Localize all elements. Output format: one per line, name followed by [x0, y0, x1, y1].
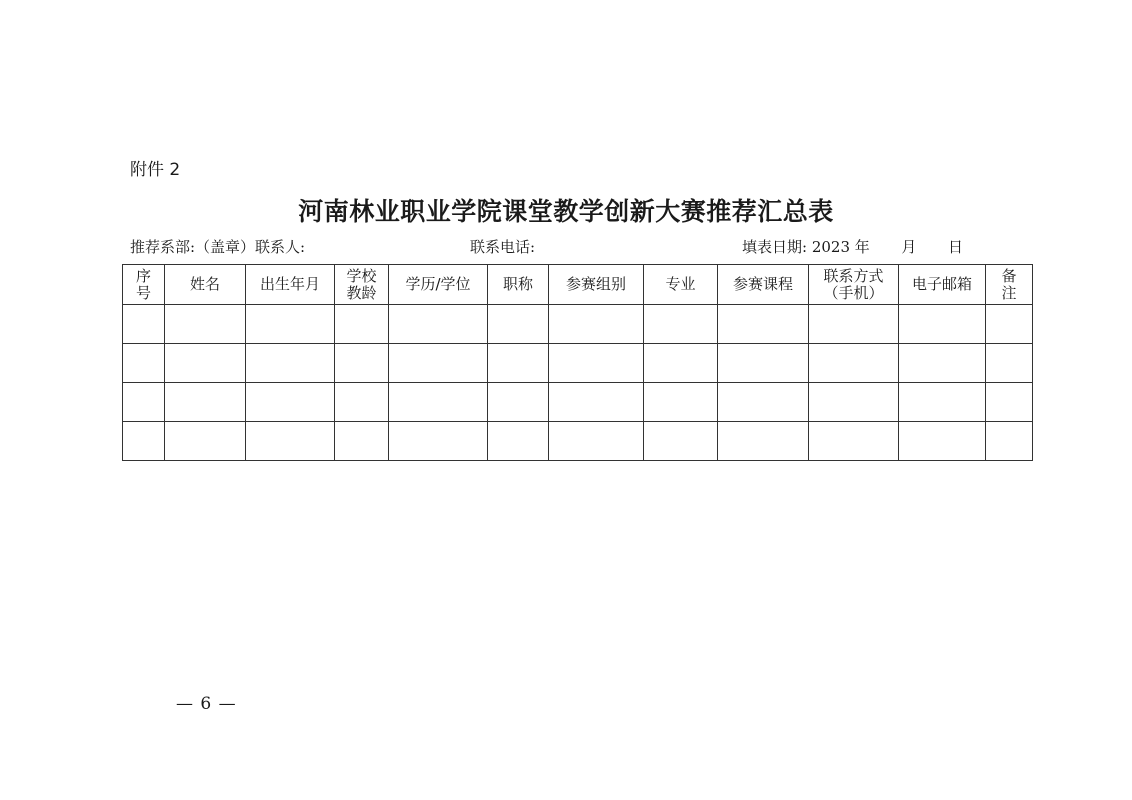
table-cell[interactable] — [123, 344, 165, 383]
header-name: 姓名 — [165, 265, 246, 305]
header-email: 电子邮箱 — [899, 265, 986, 305]
table-cell[interactable] — [718, 305, 809, 344]
table-cell[interactable] — [246, 422, 335, 461]
table-cell[interactable] — [488, 305, 549, 344]
table-cell[interactable] — [644, 383, 718, 422]
page-number: — 6 — — [176, 694, 237, 714]
table-cell[interactable] — [335, 422, 389, 461]
table-cell[interactable] — [899, 383, 986, 422]
table-row — [123, 422, 1033, 461]
table-cell[interactable] — [389, 383, 488, 422]
table-cell[interactable] — [335, 383, 389, 422]
header-teaching-years: 学校 教龄 — [335, 265, 389, 305]
table-cell[interactable] — [718, 383, 809, 422]
table-cell[interactable] — [549, 344, 644, 383]
table-cell[interactable] — [986, 422, 1033, 461]
table-cell[interactable] — [123, 305, 165, 344]
recommendation-summary-table — [122, 264, 1033, 461]
header-title: 职称 — [488, 265, 549, 305]
table-row — [123, 383, 1033, 422]
table-row — [123, 305, 1033, 344]
header-major: 专业 — [644, 265, 718, 305]
table-cell[interactable] — [389, 305, 488, 344]
table-cell[interactable] — [986, 344, 1033, 383]
table-cell[interactable] — [246, 344, 335, 383]
table-cell[interactable] — [899, 422, 986, 461]
table-cell[interactable] — [165, 422, 246, 461]
header-course: 参赛课程 — [718, 265, 809, 305]
table-cell[interactable] — [718, 422, 809, 461]
phone-field: 联系电话: — [470, 238, 536, 256]
table-cell[interactable] — [809, 383, 899, 422]
table-cell[interactable] — [986, 383, 1033, 422]
table-cell[interactable] — [549, 305, 644, 344]
table-cell[interactable] — [899, 344, 986, 383]
table-cell[interactable] — [809, 422, 899, 461]
header-serial-number: 序 号 — [123, 265, 165, 305]
table-cell[interactable] — [644, 422, 718, 461]
table-cell[interactable] — [549, 383, 644, 422]
table-cell[interactable] — [389, 344, 488, 383]
table-cell[interactable] — [246, 305, 335, 344]
table-cell[interactable] — [986, 305, 1033, 344]
table-cell[interactable] — [165, 383, 246, 422]
table-cell[interactable] — [644, 344, 718, 383]
table-cell[interactable] — [335, 344, 389, 383]
document-title: 河南林业职业学院课堂教学创新大赛推荐汇总表 — [298, 197, 834, 226]
department-contact-field: 推荐系部:（盖章）联系人: — [130, 238, 306, 256]
date-label: 填表日期: — [742, 238, 808, 256]
fill-date-field — [742, 236, 963, 257]
table-cell[interactable] — [644, 305, 718, 344]
header-remarks: 备 注 — [986, 265, 1033, 305]
table-cell[interactable] — [809, 305, 899, 344]
table-row — [123, 344, 1033, 383]
table-cell[interactable] — [335, 305, 389, 344]
header-education-degree: 学历/学位 — [389, 265, 488, 305]
table-header-row — [123, 265, 1033, 305]
table-cell[interactable] — [488, 422, 549, 461]
table-cell[interactable] — [809, 344, 899, 383]
table-cell[interactable] — [488, 383, 549, 422]
table-cell[interactable] — [123, 383, 165, 422]
attachment-label: 附件 2 — [130, 160, 181, 180]
table-cell[interactable] — [165, 305, 246, 344]
date-month: 月 — [901, 238, 917, 256]
table-cell[interactable] — [246, 383, 335, 422]
table-cell[interactable] — [549, 422, 644, 461]
table-cell[interactable] — [165, 344, 246, 383]
date-year: 2023 年 — [811, 238, 870, 256]
header-competition-group: 参赛组别 — [549, 265, 644, 305]
table-cell[interactable] — [488, 344, 549, 383]
table-cell[interactable] — [899, 305, 986, 344]
header-contact-phone: 联系方式 （手机） — [809, 265, 899, 305]
table-cell[interactable] — [123, 422, 165, 461]
header-birth-date: 出生年月 — [246, 265, 335, 305]
table-cell[interactable] — [389, 422, 488, 461]
table-cell[interactable] — [718, 344, 809, 383]
date-day: 日 — [947, 238, 963, 256]
